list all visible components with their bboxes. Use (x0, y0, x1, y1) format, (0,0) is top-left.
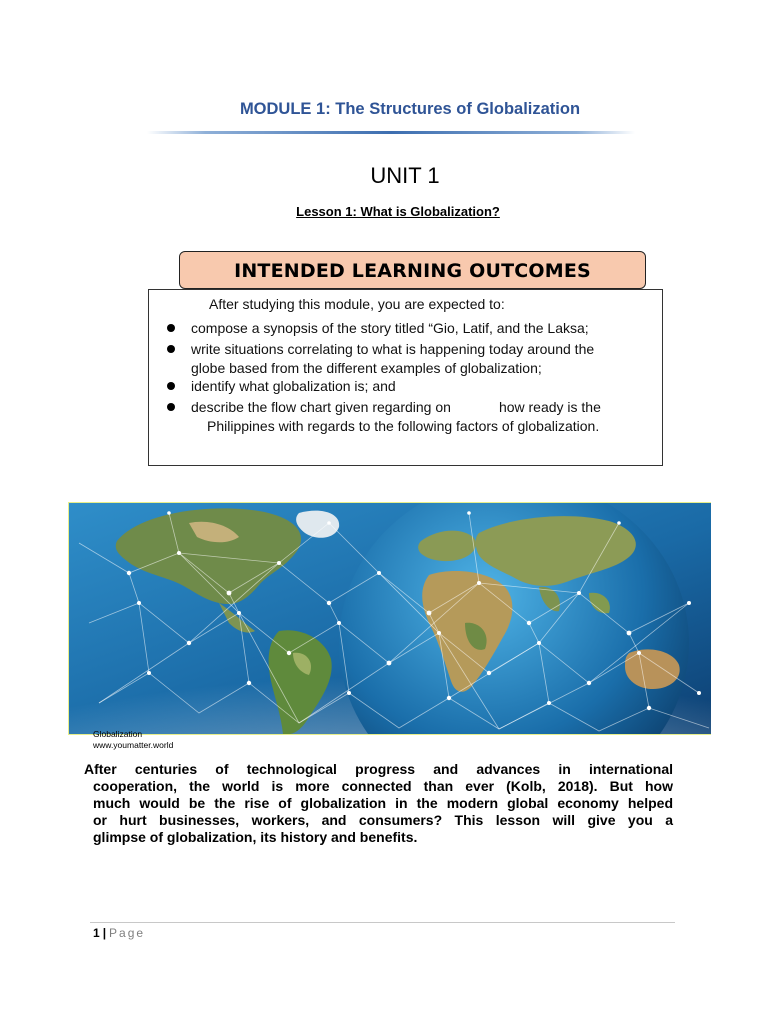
unit-title: UNIT 1 (370, 163, 440, 188)
lesson-title: Lesson 1: What is Globalization? (296, 204, 500, 219)
page-label: Page (109, 926, 146, 940)
module-title: MODULE 1: The Structures of Globalization (239, 100, 581, 118)
ilo-item-line: describe the flow chart given regarding on (191, 399, 451, 415)
globalization-image (68, 502, 711, 735)
bullet-icon (167, 324, 175, 332)
image-caption (93, 729, 173, 751)
intro-paragraph (84, 761, 673, 846)
ilo-item-line: how ready is the (498, 399, 601, 415)
ilo-item-line: Philippines with regards to the following factors of globalization. (207, 418, 600, 434)
bullet-icon (167, 382, 175, 390)
ilo-item-text (191, 340, 651, 378)
page-number: 1 (93, 926, 100, 940)
paragraph-line: or hurt businesses, workers, and consumers? This lesson will give you a (93, 812, 673, 828)
ilo-item-text: identify what globalization is; and (191, 378, 396, 394)
footer-separator: | (102, 926, 107, 940)
globe-network-illustration (69, 503, 711, 734)
bullet-icon (167, 403, 175, 411)
ilo-heading: INTENDED LEARNING OUTCOMES (179, 251, 646, 289)
page-footer (93, 926, 145, 940)
paragraph-line: After centuries of technological progress and advances in international (84, 761, 673, 777)
footer-divider (90, 922, 675, 923)
ilo-item-text (191, 398, 651, 436)
paragraph-line: glimpse of globalization, its history and benefits. (93, 829, 418, 845)
caption-source: www.youmatter.world (93, 740, 174, 750)
title-underline (147, 131, 635, 134)
ilo-item-text: compose a synopsis of the story titled “Gio, Latif, and the Laksa; (191, 320, 589, 336)
ilo-box (148, 289, 663, 466)
caption-title: Globalization (93, 729, 143, 739)
ilo-item-line: write situations correlating to what is happening today around the (191, 341, 595, 357)
ilo-item-line: globe based from the different examples of globalization; (191, 360, 542, 376)
bullet-icon (167, 345, 175, 353)
paragraph-line: much would be the rise of globalization in the modern global economy helped (93, 795, 673, 811)
ilo-intro: After studying this module, you are expected to: (209, 296, 505, 312)
paragraph-line: cooperation, the world is more connected than ever (Kolb, 2018). But how (93, 778, 673, 794)
